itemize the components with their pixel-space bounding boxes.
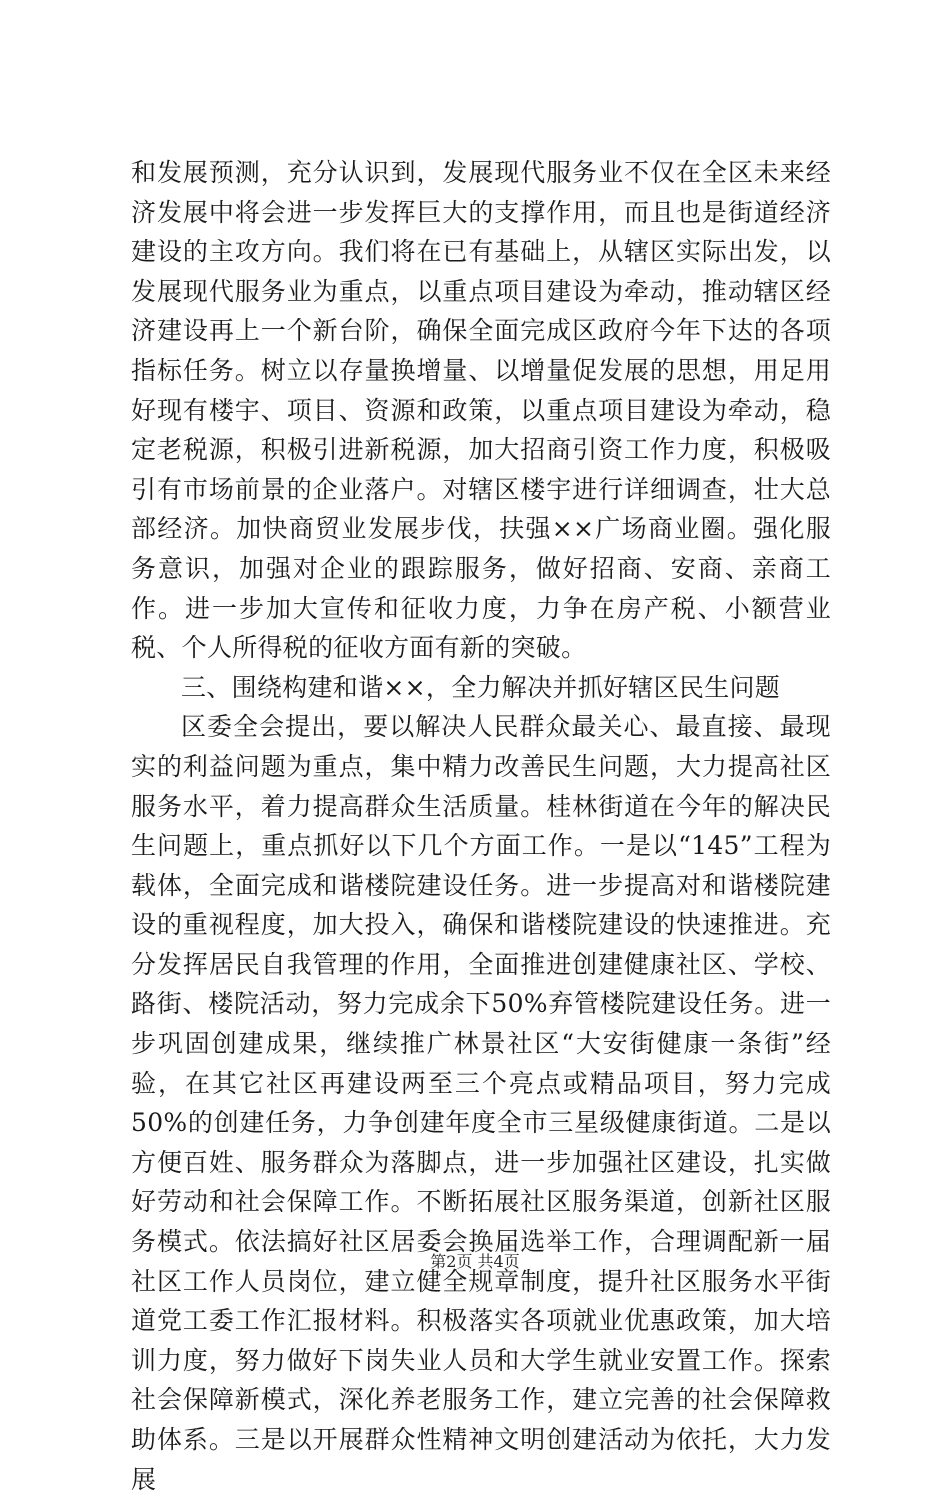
document-body	[131, 153, 831, 1499]
section-heading: 三、围绕构建和谐××，全力解决并抓好辖区民生问题	[181, 672, 781, 702]
paragraph-livelihood: 区委全会提出，要以解决人民群众最关心、最直接、最现实的利益问题为重点，集中精力改善民生问题，大力提高社区服务水平，着力提高群众生活质量。桂林街道在今年的解决民生问题上，重点抓好以下几个方面工作。一是以“145”工程为载体，全面完成和谐楼院建设任务。进一步提高对和谐楼院建设的重视程度，加大投入，确保和谐楼院建设的快速推进。充分发挥居民自我管理的作用，全面推进创建健康社区、学校、路街、楼院活动，努力完成余下50%弃管楼院建设任务。进一步巩固创建成果，继续推广林景社区“大安街健康一条街”经验，在其它社区再建设两至三个亮点或精品项目，努力完成50%的创建任务，力争创建年度全市三星级健康街道。二是以方便百姓、服务群众为落脚点，进一步加强社区建设，扎实做好劳动和社会保障工作。不断拓展社区服务渠道，创新社区服务模式。依法搞好社区居委会换届选举工作，合理调配新一届社区工作人员岗位，建立健全规章制度，提升社区服务水平街道党工委工作汇报材料。积极落实各项就业优惠政策，加大培训力度，努力做好下岗失业人员和大学生就业安置工作。探索社会保障新模式，深化养老服务工作，建立完善的社会保障救助体系。三是以开展群众性精神文明创建活动为依托，大力发展	[131, 712, 831, 1494]
paragraph-economy: 和发展预测，充分认识到，发展现代服务业不仅在全区未来经济发展中将会进一步发挥巨大的支撑作用，而且也是街道经济建设的主攻方向。我们将在已有基础上，从辖区实际出发，以发展现代服务业为重点，以重点项目建设为牵动，推动辖区经济建设再上一个新台阶，确保全面完成区政府今年下达的各项指标任务。树立以存量换增量、以增量促发展的思想，用足用好现有楼宇、项目、资源和政策，以重点项目建设为牵动，稳定老税源，积极引进新税源，加大招商引资工作力度，积极吸引有市场前景的企业落户。对辖区楼宇进行详细调查，壮大总部经济。加快商贸业发展步伐，扶强××广场商业圈。强化服务意识，加强对企业的跟踪服务，做好招商、安商、亲商工作。进一步加大宣传和征收力度，力争在房产税、小额营业税、个人所得税的征收方面有新的突破。	[131, 158, 831, 663]
page-number-footer: 第2页 共4页	[430, 1252, 520, 1271]
